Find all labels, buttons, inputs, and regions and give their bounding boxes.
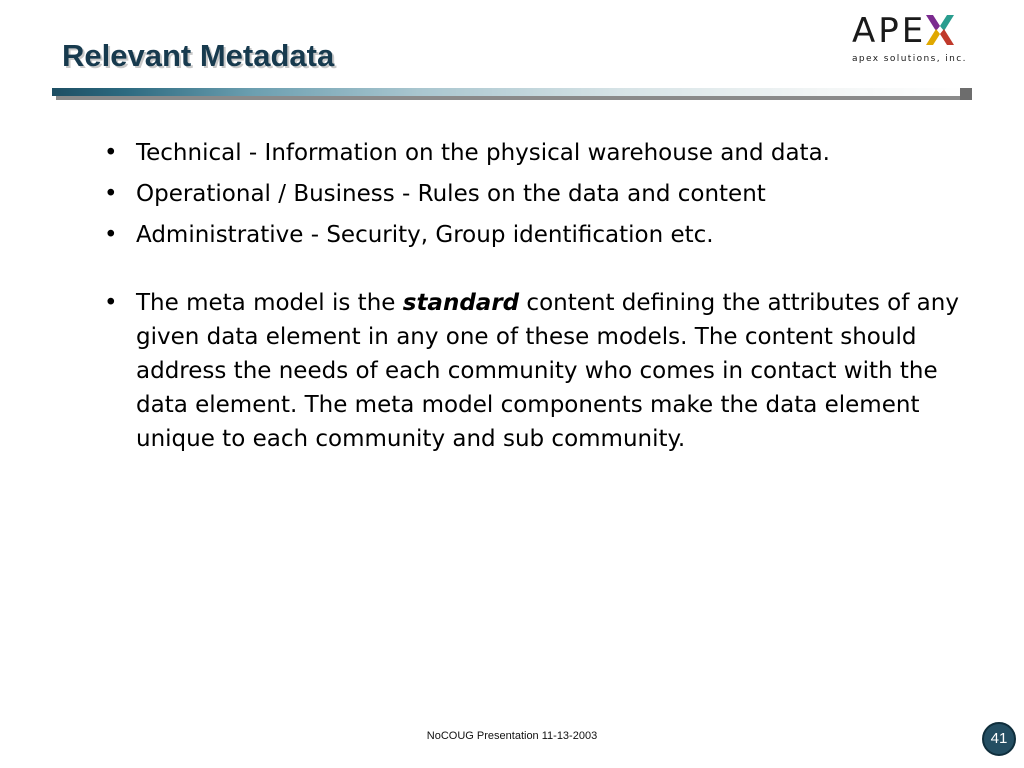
bullet-item <box>104 286 974 456</box>
x-mark-icon <box>926 15 954 45</box>
bullet-dot-icon: • <box>104 290 118 316</box>
apex-logo <box>850 11 967 68</box>
title-underline-bar <box>52 88 968 96</box>
logo-letter-a: A <box>852 11 879 51</box>
bullet-dot-icon: • <box>104 222 118 248</box>
page-number-badge: 41 <box>982 722 1016 756</box>
bullet-emphasis: standard <box>402 290 520 316</box>
logo-letter-p: P <box>878 11 902 51</box>
footer-text: NoCOUG Presentation 11-13-2003 <box>426 730 598 742</box>
apex-logo-wordmark <box>852 12 954 50</box>
bullet-item <box>104 177 974 211</box>
logo-letter-e: E <box>901 11 927 51</box>
slide-title: Relevant Metadata <box>62 38 335 73</box>
title-underline-cap <box>960 88 972 100</box>
bullet-item <box>104 136 974 170</box>
bullet-item <box>104 218 974 252</box>
bullet-text: Technical - Information on the physical warehouse and data. <box>136 140 830 166</box>
bullet-list <box>104 136 974 463</box>
bullet-dot-icon: • <box>104 181 118 207</box>
bullet-text: Operational / Business - Rules on the data and content <box>136 181 766 207</box>
apex-logo-tagline: apex solutions, inc. <box>852 54 967 64</box>
bullet-text-after: content defining the attributes of any given data element in any one of these models. The content should address the needs of each community who comes in contact with the data element. The meta model components make the data element unique to each community and sub community. <box>136 290 959 452</box>
bullet-dot-icon: • <box>104 140 118 166</box>
bullet-text: Administrative - Security, Group identification etc. <box>136 222 714 248</box>
bullet-text-before: The meta model is the <box>136 290 403 316</box>
logo-letter-x-mark <box>926 15 954 45</box>
